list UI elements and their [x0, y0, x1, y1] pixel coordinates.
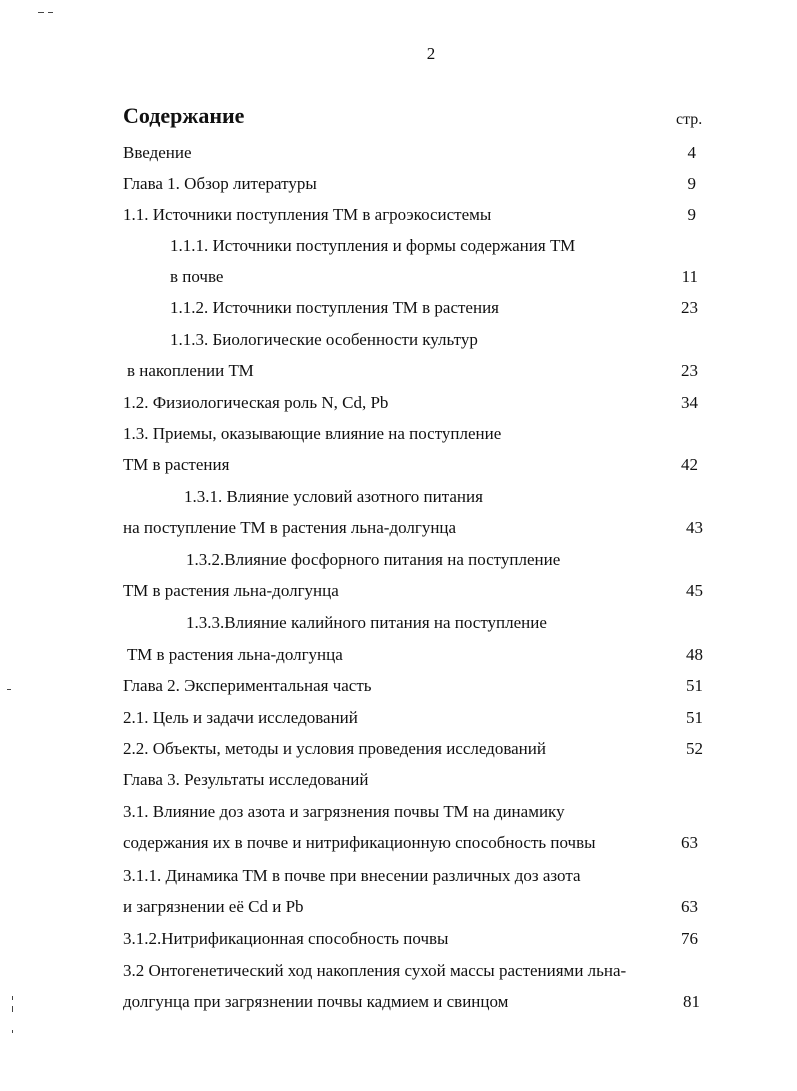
- toc-entry-text: 1.3.3.Влияние калийного питания на поступление: [186, 613, 547, 632]
- toc-entry-page: 52: [686, 739, 703, 758]
- toc-entry-text: в накоплении ТМ: [127, 361, 254, 380]
- toc-entry-text: 3.1.1. Динамика ТМ в почве при внесении различных доз азота: [123, 866, 581, 885]
- toc-entry-text: ТМ в растения льна-долгунца: [127, 645, 343, 664]
- toc-entry-text: и загрязнении её Cd и Pb: [123, 897, 304, 916]
- toc-entry-page: 76: [681, 929, 698, 948]
- toc-entry-text: долгунца при загрязнении почвы кадмием и свинцом: [123, 992, 509, 1011]
- scan-mark: [7, 689, 11, 690]
- toc-entry-text: Введение: [123, 143, 192, 162]
- toc-entry-text: содержания их в почве и нитрификационную способность почвы: [123, 833, 596, 852]
- toc-entry-text: на поступление ТМ в растения льна-долгунца: [123, 518, 457, 537]
- toc-entry-text: 2.2. Объекты, методы и условия проведения исследований: [123, 739, 546, 758]
- page-column-label: стр.: [676, 111, 703, 128]
- toc-entry-page: 63: [681, 897, 698, 916]
- toc-entry-text: 2.1. Цель и задачи исследований: [123, 708, 358, 727]
- toc-title: Содержание: [123, 103, 245, 128]
- toc-entry-text: 1.1. Источники поступления ТМ в агроэкосистемы: [123, 205, 492, 224]
- toc-entry-text: Глава 3. Результаты исследований: [123, 770, 369, 789]
- toc-entry-text: ТМ в растения льна-долгунца: [123, 581, 339, 600]
- toc-entry-page: 81: [683, 992, 700, 1011]
- toc-entry-text: 3.1. Влияние доз азота и загрязнения почвы ТМ на динамику: [123, 802, 565, 821]
- toc-entry-text: 1.2. Физиологическая роль N, Cd, Pb: [123, 393, 389, 412]
- toc-entry-page: 11: [681, 267, 698, 286]
- toc-entry-page: 4: [687, 143, 696, 162]
- toc-entry-page: 23: [681, 298, 698, 317]
- toc-entry-page: 9: [687, 205, 696, 224]
- toc-entry-text: 3.2 Онтогенетический ход накопления сухой массы растениями льна-: [123, 961, 627, 980]
- toc-entry-page: 23: [681, 361, 698, 380]
- scan-mark: [12, 1030, 13, 1033]
- toc-entry-page: 51: [686, 708, 703, 727]
- toc-entry-text: ТМ в растения: [123, 455, 230, 474]
- toc-entry-text: 1.3.2.Влияние фосфорного питания на поступление: [186, 550, 561, 569]
- scan-mark: [12, 1006, 13, 1012]
- toc-entry-text: 1.1.3. Биологические особенности культур: [170, 330, 478, 349]
- toc-entry-text: Глава 1. Обзор литературы: [123, 174, 317, 193]
- toc-entry-text: 3.1.2.Нитрификационная способность почвы: [123, 929, 449, 948]
- toc-entry-page: 63: [681, 833, 698, 852]
- toc-entry-page: 51: [686, 676, 703, 695]
- scan-mark: [12, 996, 13, 1000]
- scan-mark: [38, 12, 44, 13]
- toc-entry-text: 1.1.1. Источники поступления и формы содержания ТМ: [170, 236, 576, 255]
- page-number: 2: [426, 44, 436, 63]
- toc-entry-text: 1.3.1. Влияние условий азотного питания: [184, 487, 483, 506]
- toc-entry-page: 45: [686, 581, 703, 600]
- toc-entry-page: 43: [686, 518, 703, 537]
- toc-entry-page: 48: [686, 645, 703, 664]
- toc-entry-text: 1.3. Приемы, оказывающие влияние на поступление: [123, 424, 502, 443]
- toc-entry-page: 9: [687, 174, 696, 193]
- toc-entry-text: в почве: [170, 267, 224, 286]
- toc-entry-text: Глава 2. Экспериментальная часть: [123, 676, 372, 695]
- toc-entry-page: 34: [681, 393, 698, 412]
- scan-mark: [48, 12, 53, 13]
- toc-entry-page: 42: [681, 455, 698, 474]
- toc-entry-text: 1.1.2. Источники поступления ТМ в растения: [170, 298, 499, 317]
